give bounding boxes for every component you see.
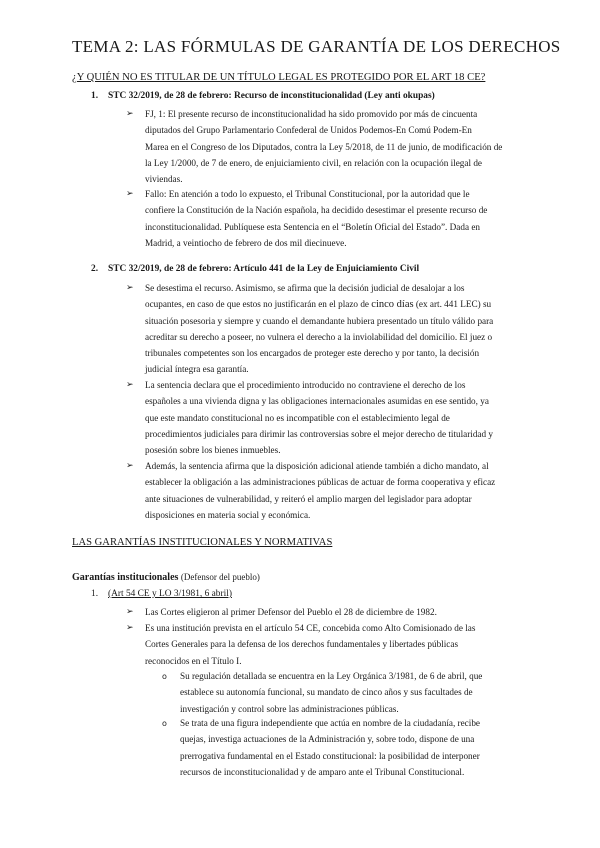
emphasis-text: cinco días [371,299,414,311]
section2-subheading [72,572,260,583]
arrow-bullet-icon: ➢ [126,109,134,119]
arrow-bullet-icon: ➢ [126,283,134,293]
text-line: inconstitucionalidad. Publíquese esta Sentencia en el “Boletín Oficial del Estado”. Dada en [145,221,480,232]
item1-bullet2 [145,186,487,251]
subheading-note: (Defensor del pueblo) [180,572,260,582]
text-line: prerrogativa fundamental en el Estado constitucional: la posibilidad de interponer [180,750,480,761]
circle-bullet-icon: o [162,672,167,681]
text-line: que este mandato constitucional no es incompatible con el establecimiento legal de [145,412,450,423]
text-line: quejas, investiga actuaciones de la Administración y, sobre todo, dispone de una [180,734,475,745]
text-line: Además, la sentencia afirma que la disposición adicional atiende también a dicho mandato, al [145,461,489,471]
text-line: establece su autonomía funcional, su mandato de cinco años y sus facultades de [180,687,473,698]
text-line: Es una institución prevista en el artículo 54 CE, concebida como Alto Comisionado de las [145,623,476,633]
item1-bullet1 [145,106,502,187]
arrow-bullet-icon: ➢ [126,607,134,617]
text-line: Madrid, a veintiocho de febrero de dos mil diecinueve. [145,237,347,248]
s2-bullet1 [145,604,437,620]
subheading-bold: Garantías institucionales [72,572,179,583]
text-line: diputados del Grupo Parlamentario Confederal de Unidos Podemos-En Comú Podem-En [145,125,472,136]
item2-bullet2 [145,377,493,458]
text-line: españoles a una vivienda digna y las obligaciones internacionales asumidas en ese sentido, ya [145,396,489,407]
text-line: establecer la obligación a las administraciones públicas de actuar de forma cooperativa y eficaz [145,477,496,488]
text-line: la Ley 1/2000, de 7 de enero, de enjuiciamiento civil, en relación con la ocupación ilegal de [145,157,482,168]
text-line: Se trata de una figura independiente que actúa en nombre de la ciudadanía, recibe [180,718,480,728]
s2-sub1 [180,668,482,717]
section2-heading: LAS GARANTÍAS INSTITUCIONALES Y NORMATIVAS [72,537,333,548]
document-title: TEMA 2: LAS FÓRMULAS DE GARANTÍA DE LOS DERECHOS [72,37,561,56]
arrow-bullet-icon: ➢ [126,461,134,471]
text-line: FJ, 1: El presente recurso de inconstitucionalidad ha sido promovido por más de cincuenta [145,109,478,119]
text-line: acreditar su derecho a poseer, no vulnera el derecho a la inviolabilidad del domicilio. El juez o [145,331,493,342]
text-line: disposiciones en materia social y económica. [145,509,311,520]
item1-number: 1. [91,91,99,101]
section1-heading: ¿Y QUIÉN NO ES TITULAR DE UN TÍTULO LEGAL ES PROTEGIDO POR EL ART 18 CE? [72,72,486,83]
text-line: confiere la Constitución de la Nación española, ha decidido desestimar el presente recurso de [145,205,488,216]
text-line: Fallo: En atención a todo lo expuesto, el Tribunal Constitucional, por la autoridad que le [145,189,470,199]
text-line: Su regulación detallada se encuentra en la Ley Orgánica 3/1981, de 6 de abril, que [180,671,483,681]
circle-bullet-icon: o [162,719,167,728]
text-line [145,296,493,312]
text-line: procedimientos judiciales para dirimir las controversias sobre el mejor derecho de titularidad y [145,428,493,439]
text-line: recursos de inconstitucionalidad y de amparo ante el Tribunal Constitucional. [180,766,465,777]
text-line: Cortes Generales para la defensa de los derechos fundamentales y libertades públicas [145,639,459,650]
item1-title: STC 32/2019, de 28 de febrero: Recurso de inconstitucionalidad (Ley anti okupas) [108,91,435,101]
text-line: viviendas. [145,174,183,185]
text-line: Marea en el Congreso de los Diputados, contra la Ley 5/2018, de 11 de junio, de modificación de [145,141,503,152]
text-line: Las Cortes eligieron al primer Defensor del Pueblo el 28 de diciembre de 1982. [145,607,437,617]
s2-item1-title: (Art 54 CE y LO 3/1981, 6 abril) [108,589,232,599]
arrow-bullet-icon: ➢ [126,189,134,199]
text-line: ante situaciones de vulnerabilidad, y reiteró el amplio margen del legislador para adoptar [145,493,472,504]
item2-title: STC 32/2019, de 28 de febrero: Artículo 441 de la Ley de Enjuiciamiento Civil [108,264,420,274]
text-line: tribunales competentes son los encargados de proteger este derecho y por tanto, la decisión [145,348,480,359]
text-line: Se desestima el recurso. Asimismo, se afirma que la decisión judicial de desalojar a los [145,283,465,293]
text-line: judicial íntegra esa garantía. [145,364,249,375]
item2-bullet3 [145,458,495,523]
text-fragment: (ex art. 441 LEC) su [415,299,492,310]
item2-bullet1 [145,280,493,378]
s2-sub2 [180,715,480,780]
text-line: La sentencia declara que el procedimiento introducido no contraviene el derecho de los [145,380,466,390]
text-line: situación posesoria y siempre y cuando el demandante hubiera presentado un título válido para [145,315,494,326]
text-line: investigación y control sobre las administraciones públicas. [180,703,399,714]
s2-bullet2 [145,620,475,669]
arrow-bullet-icon: ➢ [126,380,134,390]
text-line: posesión sobre los bienes inmuebles. [145,445,281,456]
text-fragment: ocupantes, en caso de que estos no justificarán en el plazo de [145,299,369,310]
arrow-bullet-icon: ➢ [126,623,134,633]
s2-item1-number: 1. [91,589,99,599]
text-line: reconocidos en el Título I. [145,655,242,666]
item2-number: 2. [91,264,99,274]
